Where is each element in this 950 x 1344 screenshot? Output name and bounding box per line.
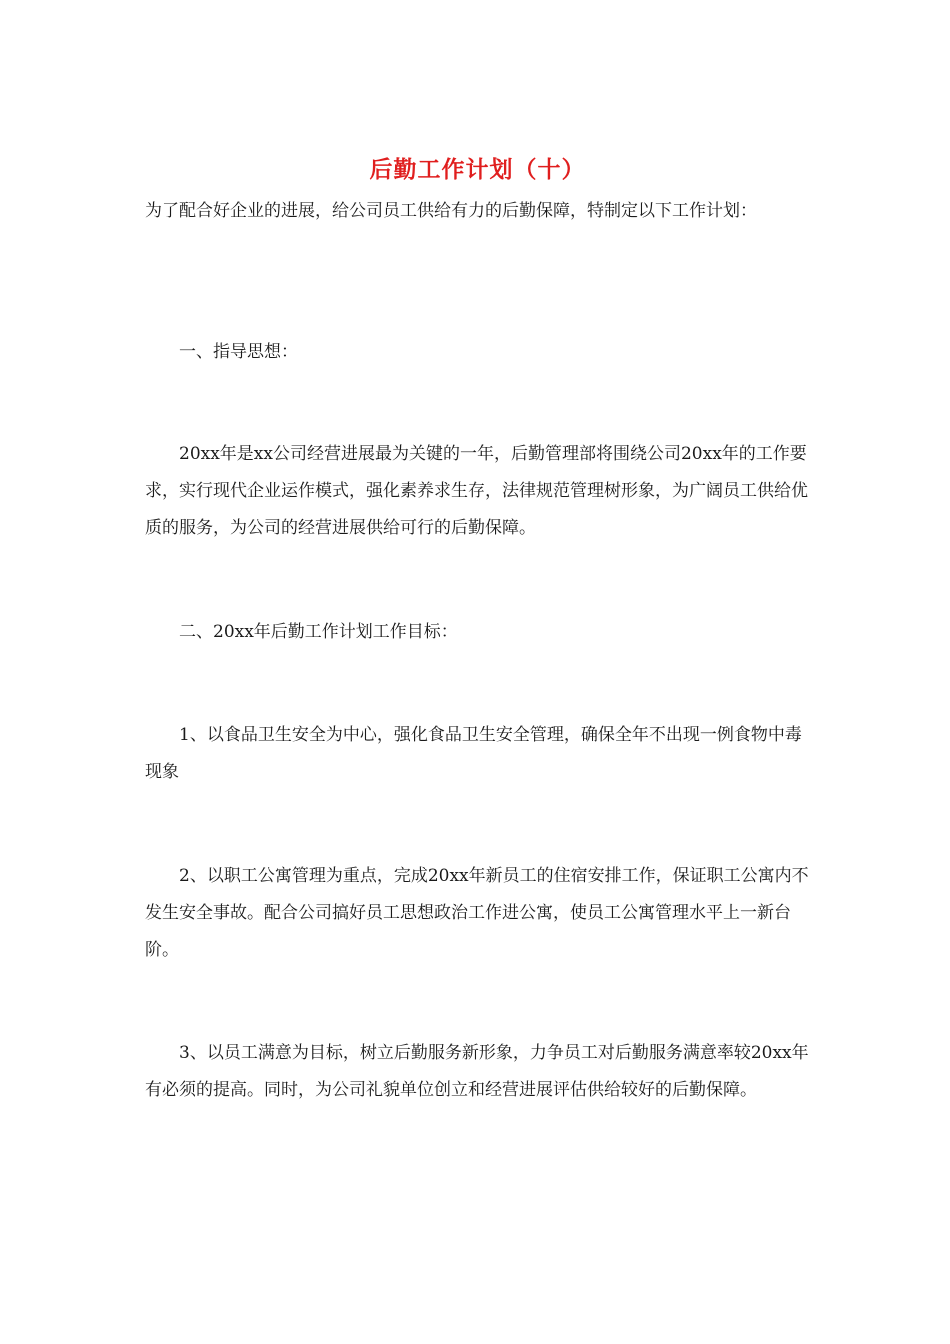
intro-paragraph: 为了配合好企业的进展，给公司员工供给有力的后勤保障，特制定以下工作计划：	[145, 201, 757, 221]
goal-item-1: 1、以食品卫生安全为中心，强化食品卫生安全管理，确保全年不出现一例食物中毒现象	[145, 725, 802, 782]
section1-heading: 一、指导思想：	[179, 342, 298, 362]
section2-heading: 二、20xx年后勤工作计划工作目标：	[179, 622, 458, 642]
goal-item-3: 3、以员工满意为目标，树立后勤服务新形象，力争员工对后勤服务满意率较20xx年有必须的提高。同时，为公司礼貌单位创立和经营进展评估供给较好的后勤保障。	[145, 1043, 809, 1100]
goal-item-2: 2、以职工公寓管理为重点，完成20xx年新员工的住宿安排工作，保证职工公寓内不发生安全事故。配合公司搞好员工思想政治工作进公寓，使员工公寓管理水平上一新台阶。	[145, 866, 809, 960]
document-title: 后勤工作计划（十）	[369, 156, 586, 183]
section1-body: 20xx年是xx公司经营进展最为关键的一年，后勤管理部将围绕公司20xx年的工作要求，实行现代企业运作模式，强化素养求生存，法律规范管理树形象，为广阔员工供给优质的服务，为公司的经营进展供给可行的后勤保障。	[145, 444, 808, 538]
